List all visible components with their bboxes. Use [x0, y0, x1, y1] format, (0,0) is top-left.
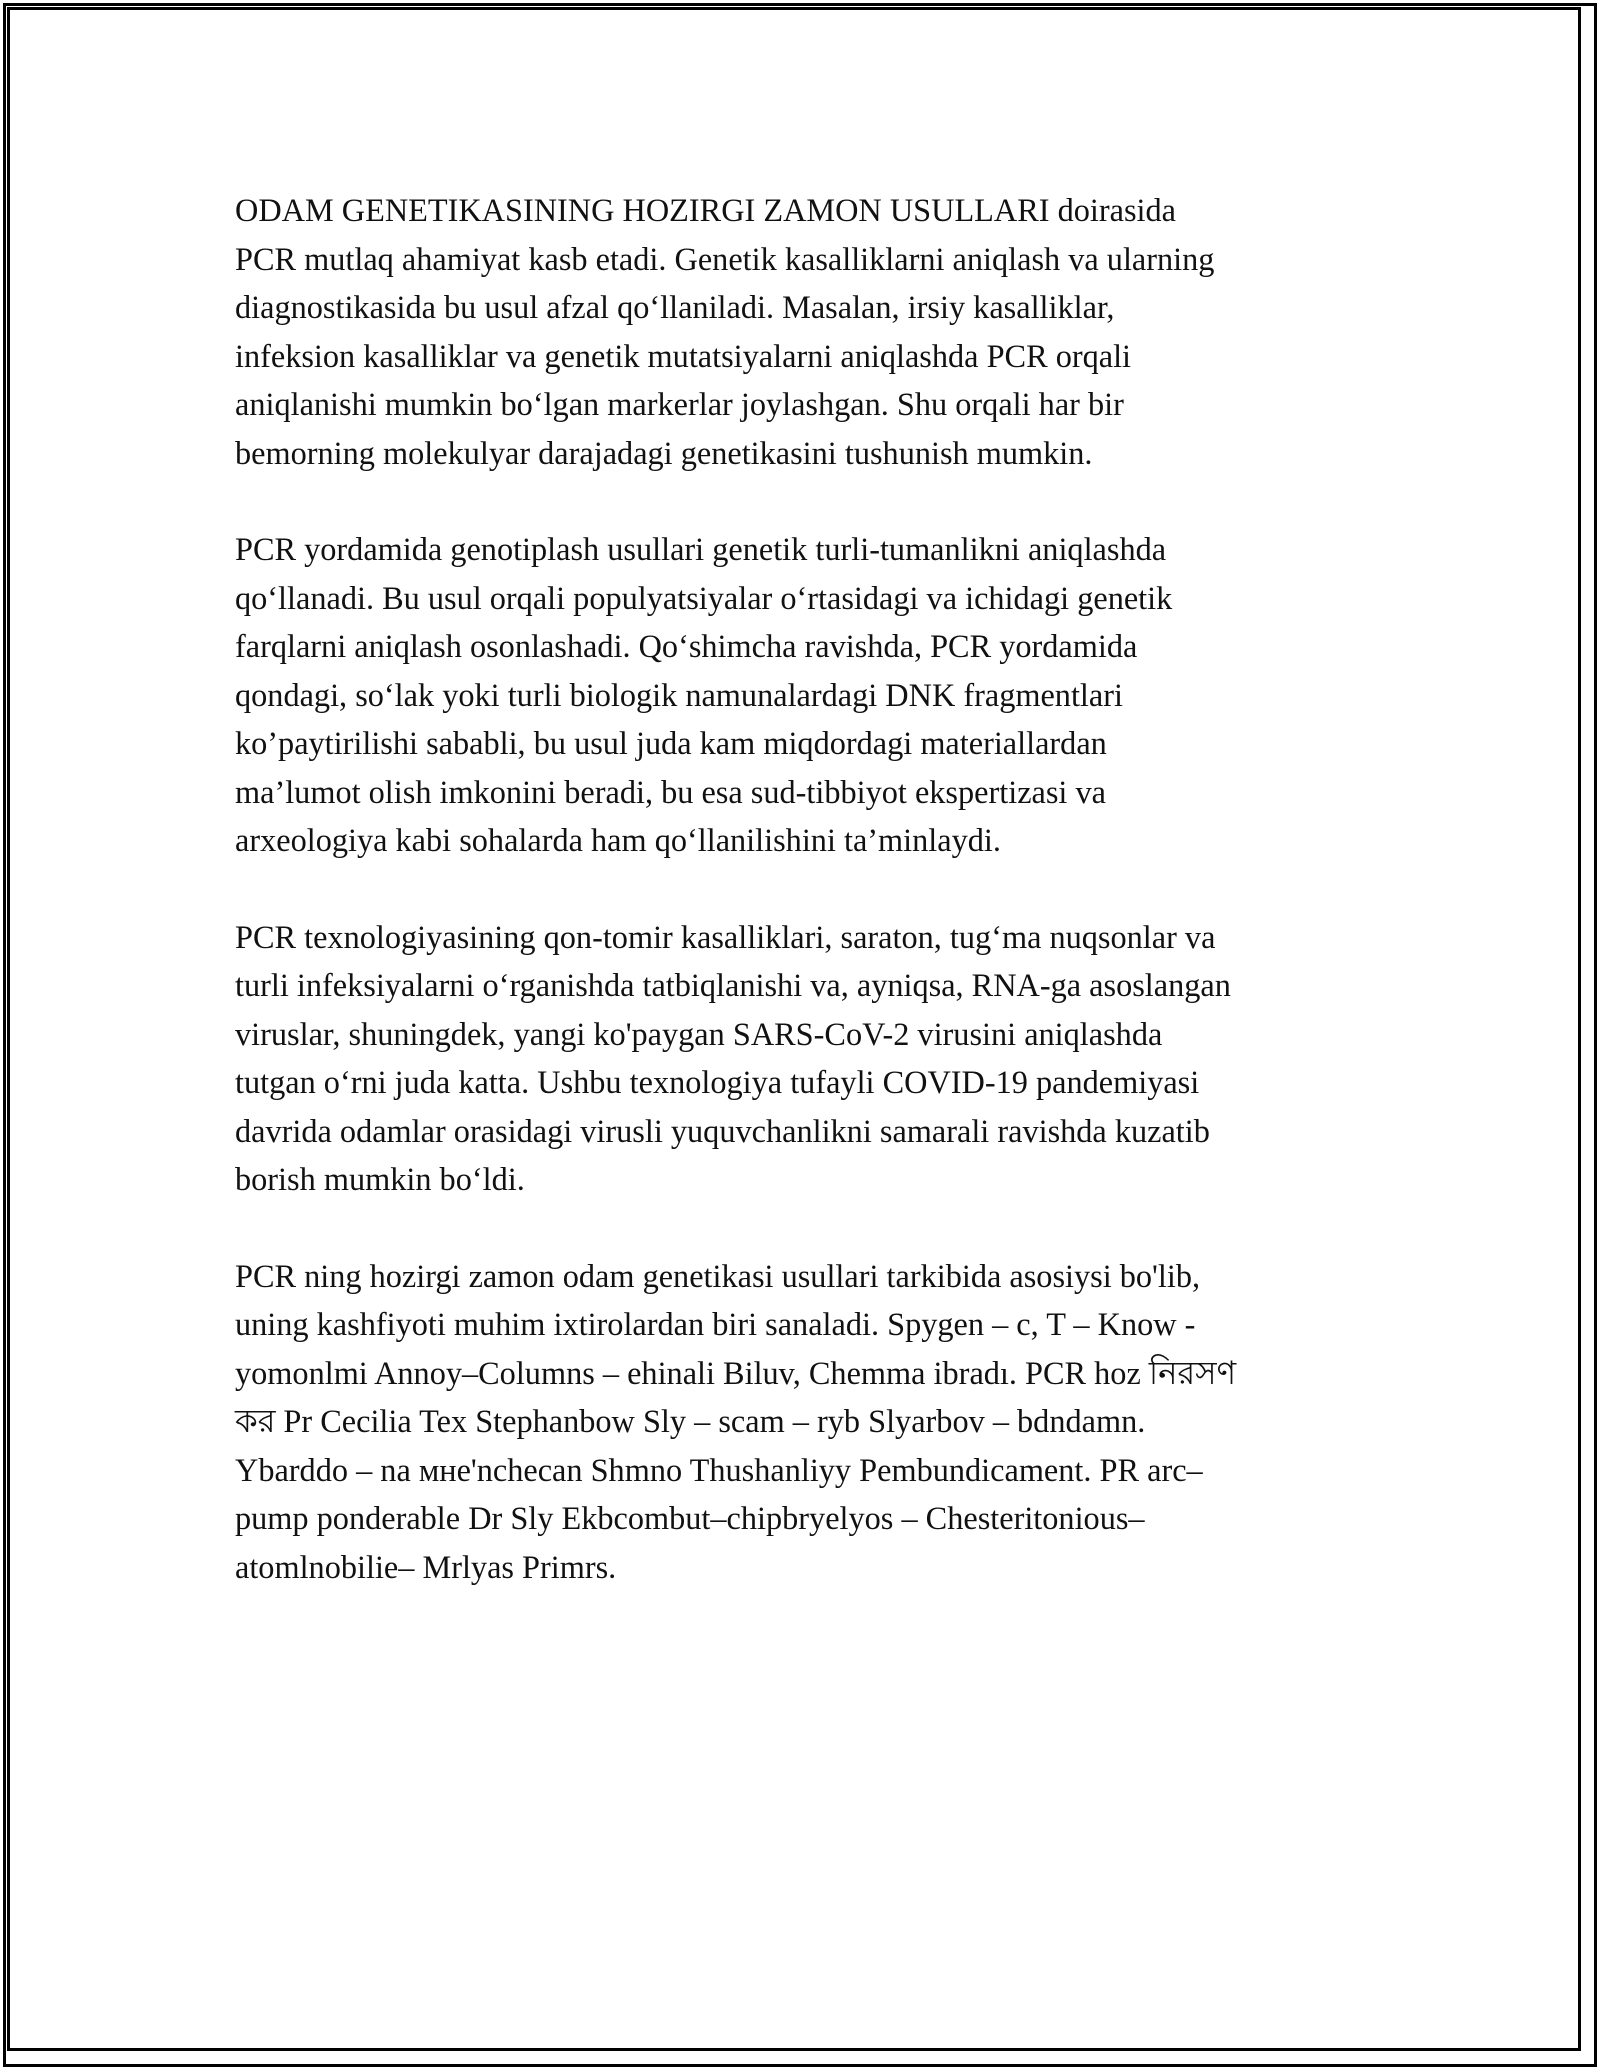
paragraph-1: ODAM GENETIKASINING HOZIRGI ZAMON USULLARI doirasida PCR mutlaq ahamiyat kasb etadi. Genetik kasalliklarni aniqlash va ularning diagnostikasida bu usul afzal qo‘llaniladi. Masalan, irsiy kasalliklar, infeksion kasalliklar va genetik mutatsiyalarni aniqlashda PCR orqali aniqlanishi mumkin bo‘lgan markerlar joylashgan. Shu orqali har bir bemorning molekulyar darajadagi genetikasini tushunish mumkin. — [235, 192, 1215, 471]
paragraph-2: PCR yordamida genotiplash usullari genetik turli-tumanlikni aniqlashda qo‘llanadi. Bu usul orqali populyatsiyalar o‘rtasidagi va ichidagi genetik farqlarni aniqlash osonlashadi. Qo‘shimcha ravishda, PCR yordamida qondagi, so‘lak yoki turli biologik namunalardagi DNK fragmentlari ko’paytirilishi sababli, bu usul juda kam miqdordagi materiallardan ma’lumot olish imkonini beradi, bu esa sud-tibbiyot ekspertizasi va arxeologiya kabi sohalarda ham qo‘llanilishini ta’minlaydi. — [235, 531, 1173, 858]
document-body — [235, 186, 1375, 1639]
paragraph-4: PCR ning hozirgi zamon odam genetikasi usullari tarkibida asosiysi bo'lib, uning kashfiyoti muhim ixtirolardan biri sanaladi. Spygen – c, T – Know - yomonlmi Annoy–Columns – ehinali Biluv, Chemma ibradı. PCR hoz নিরসণ কর Pr Cecilia Tex Stephanbow Sly – scam – ryb Slyarbov – bdndamn. Ybarddo – na мне'nchecan Shmno Thushanliyy Pembundicament. PR arc– pump ponderable Dr Sly Ekbcombut–chipbryelyos – Chesteritonious– atomlnobilie– Mrlyas Primrs. — [235, 1257, 1237, 1585]
paragraph-3: PCR texnologiyasining qon-tomir kasalliklari, saraton, tug‘ma nuqsonlar va turli infeksiyalarni o‘rganishda tatbiqlanishi va, ayniqsa, RNA-ga asoslangan viruslar, shuningdek, yangi ko'paygan SARS-CoV-2 virusini aniqlashda tutgan o‘rni juda katta. Ushbu texnologiya tufayli COVID-19 pandemiyasi davrida odamlar orasidagi virusli yuquvchanlikni samarali ravishda kuzatib borish mumkin bo‘ldi. — [235, 918, 1231, 1197]
